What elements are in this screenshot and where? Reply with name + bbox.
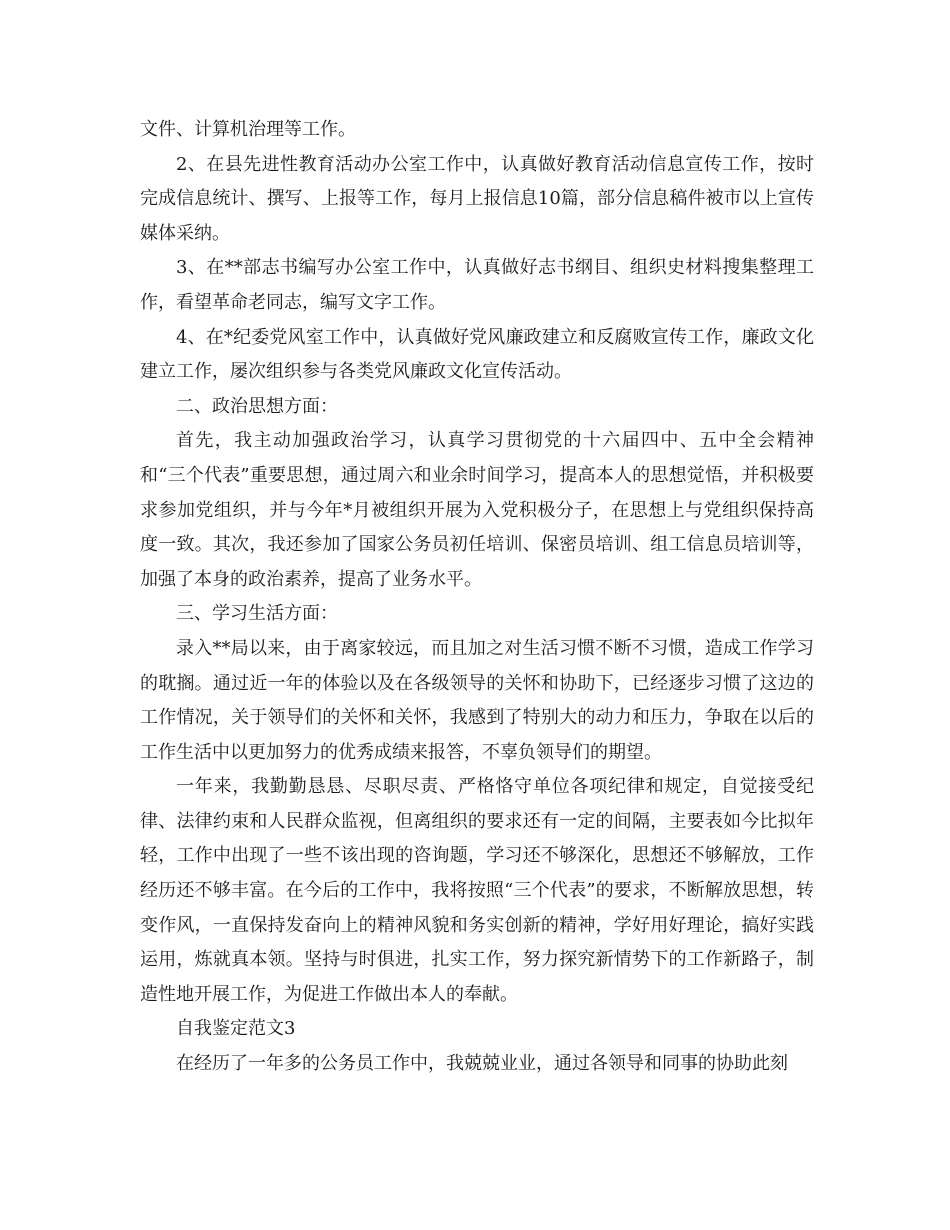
paragraph-11: 在经历了一年多的公务员工作中，我兢兢业业，通过各领导和同事的协助此刻 (176, 1053, 788, 1075)
section-heading-politics: 二、政治思想方面： (176, 395, 338, 417)
paragraph-1: 文件、计算机治理等工作。 (140, 119, 356, 140)
document-page (140, 113, 814, 1082)
paragraph-3: 3、在**部志书编写办公室工作中，认真做好志书纲目、组织史材料搜集整理工作，看望革命老同志，编写文字工作。 (140, 257, 814, 313)
section-heading-sample-3: 自我鉴定范文3 (176, 1018, 296, 1040)
section-heading-study-life: 三、学习生活方面： (176, 603, 338, 625)
paragraph-9: 一年来，我勤勤恳恳、尽职尽责、严格恪守单位各项纪律和规定，自觉接受纪律、法律约束和人民群众监视，但离组织的要求还有一定的间隔，主要表如今比拟年轻，工作中出现了一些不该出现的咨询题，学习还不够深化，思想还不够解放，工作经历还不够丰富。在今后的工作中，我将按照“三个代表”的要求，不断解放思想，转变作风，一直保持发奋向上的精神风貌和务实创新的精神，学好用好理论，搞好实践运用，炼就真本领。坚持与时俱进，扎实工作，努力探究新情势下的工作新路子，制造性地开展工作，为促进工作做出本人的奉献。 (140, 776, 814, 1005)
paragraph-8: 录入**局以来，由于离家较远，而且加之对生活习惯不断不习惯，造成工作学习的耽搁。通过近一年的体验以及在各级领导的关怀和协助下，已经逐步习惯了这边的工作情况，关于领导们的关怀和关怀，我感到了特别大的动力和压力，争取在以后的工作生活中以更加努力的优秀成绩来报答，不辜负领导们的期望。 (140, 637, 814, 763)
paragraph-2: 2、在县先进性教育活动办公室工作中，认真做好教育活动信息宣传工作，按时完成信息统计、撰写、上报等工作，每月上报信息10篇，部分信息稿件被市以上宣传媒体采纳。 (140, 153, 814, 244)
paragraph-6: 首先，我主动加强政治学习，认真学习贯彻党的十六届四中、五中全会精神和“三个代表”重要思想，通过周六和业余时间学习，提高本人的思想觉悟，并积极要求参加党组织，并与今年*月被组织开展为入党积极分子，在思想上与党组织保持高度一致。其次，我还参加了国家公务员初任培训、保密员培训、组工信息员培训等，加强了本身的政治素养，提高了业务水平。 (140, 430, 814, 590)
paragraph-4: 4、在*纪委党风室工作中，认真做好党风廉政建立和反腐败宣传工作，廉政文化建立工作，屡次组织参与各类党风廉政文化宣传活动。 (140, 326, 814, 383)
